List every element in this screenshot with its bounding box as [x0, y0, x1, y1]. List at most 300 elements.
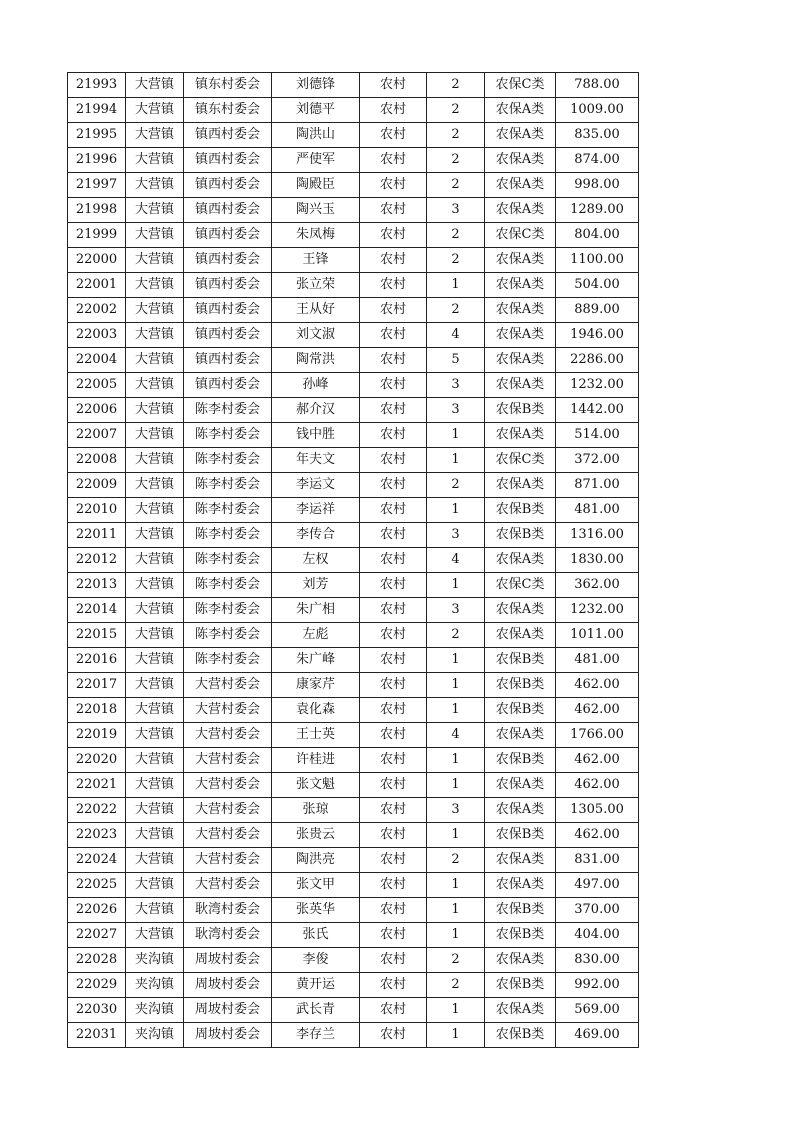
insurance-category-cell: 农保A类	[485, 298, 556, 323]
amount-cell: 1232.00	[556, 373, 639, 398]
serial-number-cell: 22017	[68, 673, 126, 698]
household-type-cell: 农村	[360, 423, 427, 448]
serial-number-cell: 22002	[68, 298, 126, 323]
amount-cell: 1011.00	[556, 623, 639, 648]
amount-cell: 462.00	[556, 823, 639, 848]
table-row	[68, 173, 639, 198]
village-committee-cell: 镇西村委会	[184, 323, 272, 348]
name-cell: 朱广相	[272, 598, 360, 623]
serial-number-cell: 22013	[68, 573, 126, 598]
serial-number-cell: 21993	[68, 73, 126, 98]
name-cell: 张贵云	[272, 823, 360, 848]
serial-number-cell: 22020	[68, 748, 126, 773]
name-cell: 袁化森	[272, 698, 360, 723]
town-cell: 大营镇	[126, 648, 184, 673]
table-row	[68, 698, 639, 723]
amount-cell: 830.00	[556, 948, 639, 973]
town-cell: 大营镇	[126, 273, 184, 298]
town-cell: 大营镇	[126, 548, 184, 573]
name-cell: 张立荣	[272, 273, 360, 298]
member-count-cell: 2	[427, 123, 485, 148]
amount-cell: 871.00	[556, 473, 639, 498]
serial-number-cell: 22007	[68, 423, 126, 448]
household-type-cell: 农村	[360, 1023, 427, 1048]
village-committee-cell: 镇西村委会	[184, 223, 272, 248]
serial-number-cell: 22021	[68, 773, 126, 798]
table-body	[68, 73, 639, 1048]
insurance-category-cell: 农保A类	[485, 848, 556, 873]
household-type-cell: 农村	[360, 548, 427, 573]
household-type-cell: 农村	[360, 648, 427, 673]
member-count-cell: 2	[427, 848, 485, 873]
amount-cell: 889.00	[556, 298, 639, 323]
serial-number-cell: 22010	[68, 498, 126, 523]
member-count-cell: 4	[427, 548, 485, 573]
name-cell: 朱凤梅	[272, 223, 360, 248]
member-count-cell: 1	[427, 698, 485, 723]
member-count-cell: 1	[427, 573, 485, 598]
table-row	[68, 598, 639, 623]
table-row	[68, 98, 639, 123]
household-type-cell: 农村	[360, 673, 427, 698]
insurance-category-cell: 农保A类	[485, 623, 556, 648]
serial-number-cell: 22015	[68, 623, 126, 648]
member-count-cell: 2	[427, 948, 485, 973]
member-count-cell: 2	[427, 248, 485, 273]
insurance-category-cell: 农保A类	[485, 373, 556, 398]
town-cell: 大营镇	[126, 748, 184, 773]
table-row	[68, 673, 639, 698]
name-cell: 陶常洪	[272, 348, 360, 373]
name-cell: 孙峰	[272, 373, 360, 398]
name-cell: 刘德平	[272, 98, 360, 123]
insurance-category-cell: 农保A类	[485, 773, 556, 798]
amount-cell: 1316.00	[556, 523, 639, 548]
member-count-cell: 2	[427, 623, 485, 648]
town-cell: 夹沟镇	[126, 948, 184, 973]
village-committee-cell: 大营村委会	[184, 748, 272, 773]
serial-number-cell: 22005	[68, 373, 126, 398]
serial-number-cell: 22008	[68, 448, 126, 473]
insurance-category-cell: 农保A类	[485, 723, 556, 748]
serial-number-cell: 22009	[68, 473, 126, 498]
name-cell: 许桂进	[272, 748, 360, 773]
village-committee-cell: 周坡村委会	[184, 973, 272, 998]
member-count-cell: 2	[427, 223, 485, 248]
serial-number-cell: 22006	[68, 398, 126, 423]
serial-number-cell: 22028	[68, 948, 126, 973]
table-row	[68, 898, 639, 923]
amount-cell: 1289.00	[556, 198, 639, 223]
household-type-cell: 农村	[360, 323, 427, 348]
name-cell: 王士英	[272, 723, 360, 748]
town-cell: 大营镇	[126, 73, 184, 98]
village-committee-cell: 陈李村委会	[184, 423, 272, 448]
village-committee-cell: 镇西村委会	[184, 373, 272, 398]
member-count-cell: 1	[427, 423, 485, 448]
name-cell: 张琼	[272, 798, 360, 823]
town-cell: 大营镇	[126, 223, 184, 248]
serial-number-cell: 22003	[68, 323, 126, 348]
insurance-category-cell: 农保A类	[485, 198, 556, 223]
town-cell: 大营镇	[126, 98, 184, 123]
village-committee-cell: 镇西村委会	[184, 348, 272, 373]
table-row	[68, 723, 639, 748]
town-cell: 大营镇	[126, 873, 184, 898]
member-count-cell: 1	[427, 748, 485, 773]
village-committee-cell: 大营村委会	[184, 723, 272, 748]
table-row	[68, 198, 639, 223]
table-row	[68, 848, 639, 873]
household-type-cell: 农村	[360, 948, 427, 973]
village-committee-cell: 镇西村委会	[184, 248, 272, 273]
name-cell: 郝介汉	[272, 398, 360, 423]
name-cell: 王从好	[272, 298, 360, 323]
insurance-category-cell: 农保A类	[485, 123, 556, 148]
household-type-cell: 农村	[360, 623, 427, 648]
insurance-category-cell: 农保B类	[485, 748, 556, 773]
table-row	[68, 823, 639, 848]
serial-number-cell: 22024	[68, 848, 126, 873]
name-cell: 李运文	[272, 473, 360, 498]
household-type-cell: 农村	[360, 798, 427, 823]
member-count-cell: 5	[427, 348, 485, 373]
table-row	[68, 348, 639, 373]
insurance-category-cell: 农保B类	[485, 698, 556, 723]
village-committee-cell: 镇东村委会	[184, 73, 272, 98]
insurance-category-cell: 农保A类	[485, 273, 556, 298]
town-cell: 大营镇	[126, 298, 184, 323]
town-cell: 大营镇	[126, 198, 184, 223]
table-row	[68, 123, 639, 148]
insurance-category-cell: 农保C类	[485, 73, 556, 98]
town-cell: 大营镇	[126, 848, 184, 873]
table-row	[68, 398, 639, 423]
table-row	[68, 473, 639, 498]
village-committee-cell: 大营村委会	[184, 673, 272, 698]
household-type-cell: 农村	[360, 923, 427, 948]
household-type-cell: 农村	[360, 373, 427, 398]
serial-number-cell: 22022	[68, 798, 126, 823]
name-cell: 张氏	[272, 923, 360, 948]
member-count-cell: 3	[427, 373, 485, 398]
village-committee-cell: 镇西村委会	[184, 298, 272, 323]
amount-cell: 372.00	[556, 448, 639, 473]
name-cell: 李传合	[272, 523, 360, 548]
amount-cell: 462.00	[556, 698, 639, 723]
town-cell: 大营镇	[126, 823, 184, 848]
household-type-cell: 农村	[360, 723, 427, 748]
insurance-category-cell: 农保A类	[485, 423, 556, 448]
serial-number-cell: 22000	[68, 248, 126, 273]
household-type-cell: 农村	[360, 823, 427, 848]
name-cell: 陶洪亮	[272, 848, 360, 873]
member-count-cell: 1	[427, 273, 485, 298]
amount-cell: 514.00	[556, 423, 639, 448]
name-cell: 张文甲	[272, 873, 360, 898]
village-committee-cell: 镇西村委会	[184, 173, 272, 198]
member-count-cell: 2	[427, 73, 485, 98]
member-count-cell: 3	[427, 523, 485, 548]
amount-cell: 1830.00	[556, 548, 639, 573]
village-committee-cell: 陈李村委会	[184, 548, 272, 573]
town-cell: 大营镇	[126, 923, 184, 948]
name-cell: 康家芹	[272, 673, 360, 698]
village-committee-cell: 周坡村委会	[184, 998, 272, 1023]
household-type-cell: 农村	[360, 98, 427, 123]
name-cell: 李俊	[272, 948, 360, 973]
town-cell: 大营镇	[126, 473, 184, 498]
insurance-category-cell: 农保B类	[485, 823, 556, 848]
insurance-category-cell: 农保C类	[485, 223, 556, 248]
town-cell: 夹沟镇	[126, 973, 184, 998]
village-committee-cell: 耿湾村委会	[184, 898, 272, 923]
name-cell: 刘芳	[272, 573, 360, 598]
town-cell: 大营镇	[126, 723, 184, 748]
insurance-category-cell: 农保A类	[485, 798, 556, 823]
member-count-cell: 1	[427, 648, 485, 673]
village-committee-cell: 大营村委会	[184, 773, 272, 798]
town-cell: 大营镇	[126, 148, 184, 173]
town-cell: 大营镇	[126, 398, 184, 423]
amount-cell: 462.00	[556, 773, 639, 798]
insurance-category-cell: 农保B类	[485, 973, 556, 998]
insurance-category-cell: 农保B类	[485, 923, 556, 948]
village-committee-cell: 周坡村委会	[184, 1023, 272, 1048]
village-committee-cell: 镇西村委会	[184, 123, 272, 148]
serial-number-cell: 21999	[68, 223, 126, 248]
village-committee-cell: 大营村委会	[184, 798, 272, 823]
name-cell: 陶兴玉	[272, 198, 360, 223]
village-committee-cell: 镇西村委会	[184, 273, 272, 298]
member-count-cell: 1	[427, 898, 485, 923]
amount-cell: 481.00	[556, 648, 639, 673]
table-row	[68, 248, 639, 273]
village-committee-cell: 大营村委会	[184, 848, 272, 873]
member-count-cell: 1	[427, 673, 485, 698]
insurance-category-cell: 农保B类	[485, 673, 556, 698]
town-cell: 夹沟镇	[126, 998, 184, 1023]
amount-cell: 462.00	[556, 673, 639, 698]
name-cell: 陶殿臣	[272, 173, 360, 198]
table-row	[68, 623, 639, 648]
household-type-cell: 农村	[360, 223, 427, 248]
insurance-category-cell: 农保C类	[485, 448, 556, 473]
table-row	[68, 873, 639, 898]
town-cell: 大营镇	[126, 898, 184, 923]
household-type-cell: 农村	[360, 898, 427, 923]
amount-cell: 998.00	[556, 173, 639, 198]
town-cell: 大营镇	[126, 523, 184, 548]
town-cell: 大营镇	[126, 448, 184, 473]
table-row	[68, 423, 639, 448]
village-committee-cell: 陈李村委会	[184, 573, 272, 598]
serial-number-cell: 22026	[68, 898, 126, 923]
village-committee-cell: 周坡村委会	[184, 948, 272, 973]
member-count-cell: 3	[427, 398, 485, 423]
household-type-cell: 农村	[360, 148, 427, 173]
name-cell: 武长青	[272, 998, 360, 1023]
member-count-cell: 1	[427, 923, 485, 948]
town-cell: 大营镇	[126, 123, 184, 148]
household-type-cell: 农村	[360, 73, 427, 98]
amount-cell: 362.00	[556, 573, 639, 598]
serial-number-cell: 22001	[68, 273, 126, 298]
town-cell: 大营镇	[126, 673, 184, 698]
insurance-category-cell: 农保A类	[485, 173, 556, 198]
name-cell: 左权	[272, 548, 360, 573]
member-count-cell: 3	[427, 798, 485, 823]
household-type-cell: 农村	[360, 298, 427, 323]
member-count-cell: 1	[427, 773, 485, 798]
amount-cell: 835.00	[556, 123, 639, 148]
table-row	[68, 223, 639, 248]
town-cell: 大营镇	[126, 348, 184, 373]
amount-cell: 1766.00	[556, 723, 639, 748]
table-row	[68, 73, 639, 98]
insurance-category-cell: 农保A类	[485, 348, 556, 373]
household-type-cell: 农村	[360, 773, 427, 798]
village-committee-cell: 陈李村委会	[184, 398, 272, 423]
insurance-category-cell: 农保A类	[485, 473, 556, 498]
table-row	[68, 748, 639, 773]
member-count-cell: 3	[427, 198, 485, 223]
insurance-category-cell: 农保B类	[485, 648, 556, 673]
amount-cell: 804.00	[556, 223, 639, 248]
member-count-cell: 1	[427, 1023, 485, 1048]
town-cell: 大营镇	[126, 373, 184, 398]
serial-number-cell: 22029	[68, 973, 126, 998]
amount-cell: 370.00	[556, 898, 639, 923]
table-row	[68, 498, 639, 523]
amount-cell: 497.00	[556, 873, 639, 898]
household-type-cell: 农村	[360, 173, 427, 198]
village-committee-cell: 陈李村委会	[184, 598, 272, 623]
insurance-category-cell: 农保A类	[485, 98, 556, 123]
name-cell: 左彪	[272, 623, 360, 648]
member-count-cell: 1	[427, 498, 485, 523]
name-cell: 李运祥	[272, 498, 360, 523]
household-type-cell: 农村	[360, 848, 427, 873]
household-type-cell: 农村	[360, 273, 427, 298]
table-row	[68, 998, 639, 1023]
household-type-cell: 农村	[360, 248, 427, 273]
amount-cell: 874.00	[556, 148, 639, 173]
amount-cell: 481.00	[556, 498, 639, 523]
town-cell: 大营镇	[126, 323, 184, 348]
village-committee-cell: 镇西村委会	[184, 198, 272, 223]
amount-cell: 1009.00	[556, 98, 639, 123]
town-cell: 大营镇	[126, 423, 184, 448]
insurance-category-cell: 农保B类	[485, 523, 556, 548]
village-committee-cell: 大营村委会	[184, 823, 272, 848]
table-row	[68, 523, 639, 548]
village-committee-cell: 陈李村委会	[184, 623, 272, 648]
town-cell: 夹沟镇	[126, 1023, 184, 1048]
table-row	[68, 373, 639, 398]
name-cell: 张文魁	[272, 773, 360, 798]
name-cell: 朱广峰	[272, 648, 360, 673]
amount-cell: 469.00	[556, 1023, 639, 1048]
serial-number-cell: 22014	[68, 598, 126, 623]
insurance-category-cell: 农保C类	[485, 573, 556, 598]
table-row	[68, 1023, 639, 1048]
serial-number-cell: 22018	[68, 698, 126, 723]
town-cell: 大营镇	[126, 248, 184, 273]
name-cell: 严使军	[272, 148, 360, 173]
town-cell: 大营镇	[126, 623, 184, 648]
amount-cell: 569.00	[556, 998, 639, 1023]
town-cell: 大营镇	[126, 698, 184, 723]
insurance-category-cell: 农保A类	[485, 323, 556, 348]
name-cell: 钱中胜	[272, 423, 360, 448]
town-cell: 大营镇	[126, 498, 184, 523]
amount-cell: 462.00	[556, 748, 639, 773]
table-row	[68, 798, 639, 823]
household-type-cell: 农村	[360, 873, 427, 898]
table-row	[68, 973, 639, 998]
member-count-cell: 1	[427, 823, 485, 848]
serial-number-cell: 22030	[68, 998, 126, 1023]
member-count-cell: 1	[427, 873, 485, 898]
amount-cell: 404.00	[556, 923, 639, 948]
town-cell: 大营镇	[126, 798, 184, 823]
serial-number-cell: 21995	[68, 123, 126, 148]
household-type-cell: 农村	[360, 973, 427, 998]
table-row	[68, 448, 639, 473]
name-cell: 年夫文	[272, 448, 360, 473]
member-count-cell: 2	[427, 148, 485, 173]
amount-cell: 2286.00	[556, 348, 639, 373]
amount-cell: 504.00	[556, 273, 639, 298]
household-type-cell: 农村	[360, 398, 427, 423]
household-type-cell: 农村	[360, 573, 427, 598]
household-type-cell: 农村	[360, 498, 427, 523]
amount-cell: 1442.00	[556, 398, 639, 423]
table-row	[68, 323, 639, 348]
serial-number-cell: 22023	[68, 823, 126, 848]
member-count-cell: 3	[427, 598, 485, 623]
village-committee-cell: 镇东村委会	[184, 98, 272, 123]
insurance-category-cell: 农保A类	[485, 548, 556, 573]
serial-number-cell: 22004	[68, 348, 126, 373]
table-row	[68, 573, 639, 598]
serial-number-cell: 22012	[68, 548, 126, 573]
table-row	[68, 923, 639, 948]
village-committee-cell: 大营村委会	[184, 698, 272, 723]
insurance-category-cell: 农保A类	[485, 948, 556, 973]
household-type-cell: 农村	[360, 523, 427, 548]
name-cell: 张英华	[272, 898, 360, 923]
serial-number-cell: 22025	[68, 873, 126, 898]
amount-cell: 1305.00	[556, 798, 639, 823]
village-committee-cell: 镇西村委会	[184, 148, 272, 173]
amount-cell: 1100.00	[556, 248, 639, 273]
table-row	[68, 548, 639, 573]
household-type-cell: 农村	[360, 698, 427, 723]
table-row	[68, 298, 639, 323]
insurance-category-cell: 农保B类	[485, 398, 556, 423]
village-committee-cell: 大营村委会	[184, 873, 272, 898]
member-count-cell: 2	[427, 473, 485, 498]
member-count-cell: 1	[427, 998, 485, 1023]
insurance-category-cell: 农保A类	[485, 998, 556, 1023]
household-type-cell: 农村	[360, 198, 427, 223]
name-cell: 陶洪山	[272, 123, 360, 148]
household-type-cell: 农村	[360, 598, 427, 623]
name-cell: 刘文淑	[272, 323, 360, 348]
village-committee-cell: 陈李村委会	[184, 498, 272, 523]
